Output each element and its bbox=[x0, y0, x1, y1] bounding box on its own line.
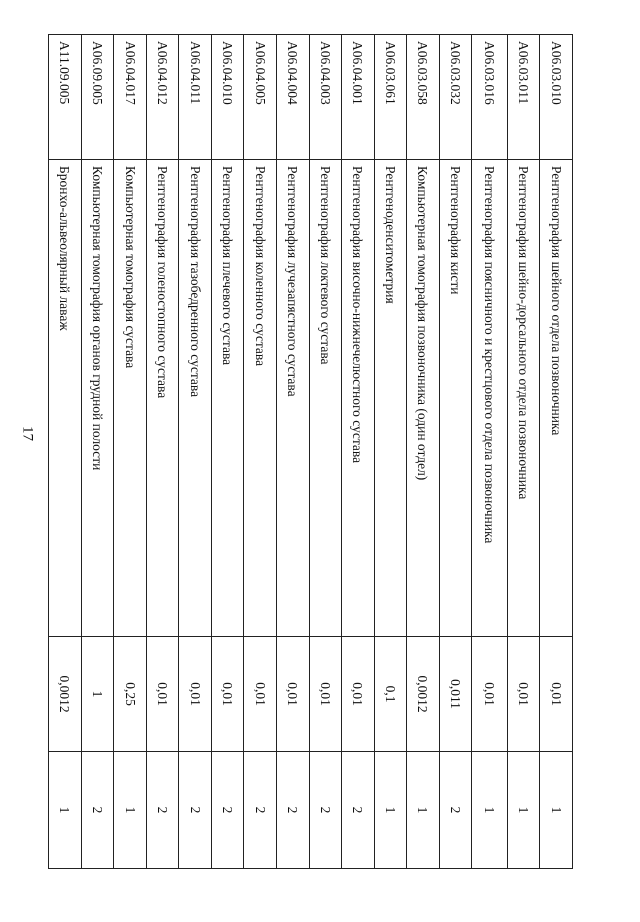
multiplicity-cell: 1 bbox=[374, 752, 407, 869]
frequency-cell: 0,01 bbox=[146, 637, 179, 752]
code-cell: A06.04.001 bbox=[342, 35, 375, 160]
table-row bbox=[540, 35, 573, 869]
name-cell: Рентгенография шейного отдела позвоночника bbox=[540, 160, 573, 637]
multiplicity-cell: 2 bbox=[211, 752, 244, 869]
rotated-table-wrapper bbox=[48, 34, 573, 816]
multiplicity-cell: 2 bbox=[244, 752, 277, 869]
frequency-cell: 0,01 bbox=[244, 637, 277, 752]
table-row bbox=[439, 35, 472, 869]
name-cell: Рентгенография поясничного и крестцового отдела позвоночника bbox=[472, 160, 508, 637]
name-cell: Рентгенография голеностопного сустава bbox=[146, 160, 179, 637]
multiplicity-cell: 1 bbox=[472, 752, 508, 869]
code-cell: A06.03.032 bbox=[439, 35, 472, 160]
table-row bbox=[211, 35, 244, 869]
code-cell: A06.03.010 bbox=[540, 35, 573, 160]
table-row bbox=[342, 35, 375, 869]
code-cell: A06.04.011 bbox=[179, 35, 212, 160]
table-row bbox=[309, 35, 342, 869]
table-row bbox=[472, 35, 508, 869]
page-number: 17 bbox=[19, 426, 36, 441]
services-table-body bbox=[49, 35, 573, 869]
frequency-cell: 0,01 bbox=[179, 637, 212, 752]
code-cell: A11.09.005 bbox=[49, 35, 82, 160]
name-cell: Рентгенография плечевого сустава bbox=[211, 160, 244, 637]
multiplicity-cell: 2 bbox=[179, 752, 212, 869]
multiplicity-cell: 2 bbox=[277, 752, 310, 869]
multiplicity-cell: 1 bbox=[507, 752, 540, 869]
table-row bbox=[244, 35, 277, 869]
multiplicity-cell: 2 bbox=[342, 752, 375, 869]
table-row bbox=[146, 35, 179, 869]
frequency-cell: 0,01 bbox=[342, 637, 375, 752]
table-row bbox=[49, 35, 82, 869]
name-cell: Рентгенография кисти bbox=[439, 160, 472, 637]
frequency-cell: 0,01 bbox=[540, 637, 573, 752]
table-row bbox=[179, 35, 212, 869]
name-cell: Рентгенография коленного сустава bbox=[244, 160, 277, 637]
name-cell: Рентгенография височно-нижнечелюстного сустава bbox=[342, 160, 375, 637]
code-cell: A06.03.058 bbox=[407, 35, 440, 160]
services-table bbox=[48, 34, 573, 869]
name-cell: Рентгенография лучезапястного сустава bbox=[277, 160, 310, 637]
multiplicity-cell: 1 bbox=[407, 752, 440, 869]
code-cell: A06.04.004 bbox=[277, 35, 310, 160]
frequency-cell: 0,011 bbox=[439, 637, 472, 752]
table-row bbox=[507, 35, 540, 869]
frequency-cell: 0,01 bbox=[472, 637, 508, 752]
frequency-cell: 0,0012 bbox=[49, 637, 82, 752]
code-cell: A06.04.012 bbox=[146, 35, 179, 160]
code-cell: A06.09.005 bbox=[81, 35, 114, 160]
frequency-cell: 0,01 bbox=[309, 637, 342, 752]
name-cell: Рентгенография тазобедренного сустава bbox=[179, 160, 212, 637]
frequency-cell: 1 bbox=[81, 637, 114, 752]
frequency-cell: 0,01 bbox=[277, 637, 310, 752]
multiplicity-cell: 2 bbox=[439, 752, 472, 869]
frequency-cell: 0,25 bbox=[114, 637, 147, 752]
name-cell: Рентгеноденситометрия bbox=[374, 160, 407, 637]
code-cell: A06.03.016 bbox=[472, 35, 508, 160]
frequency-cell: 0,0012 bbox=[407, 637, 440, 752]
name-cell: Компьютерная томография органов грудной полости bbox=[81, 160, 114, 637]
multiplicity-cell: 2 bbox=[309, 752, 342, 869]
code-cell: A06.03.061 bbox=[374, 35, 407, 160]
frequency-cell: 0,01 bbox=[211, 637, 244, 752]
name-cell: Рентгенография локтевого сустава bbox=[309, 160, 342, 637]
table-row bbox=[277, 35, 310, 869]
code-cell: A06.03.011 bbox=[507, 35, 540, 160]
code-cell: A06.04.017 bbox=[114, 35, 147, 160]
table-row bbox=[407, 35, 440, 869]
multiplicity-cell: 2 bbox=[81, 752, 114, 869]
name-cell: Компьютерная томография сустава bbox=[114, 160, 147, 637]
frequency-cell: 0,01 bbox=[507, 637, 540, 752]
name-cell: Бронхо-альвеолярный лаваж bbox=[49, 160, 82, 637]
frequency-cell: 0,1 bbox=[374, 637, 407, 752]
name-cell: Компьютерная томография позвоночника (один отдел) bbox=[407, 160, 440, 637]
multiplicity-cell: 1 bbox=[540, 752, 573, 869]
code-cell: A06.04.010 bbox=[211, 35, 244, 160]
multiplicity-cell: 1 bbox=[49, 752, 82, 869]
code-cell: A06.04.003 bbox=[309, 35, 342, 160]
name-cell: Рентгенография шейно-дорсального отдела позвоночника bbox=[507, 160, 540, 637]
multiplicity-cell: 1 bbox=[114, 752, 147, 869]
table-row bbox=[114, 35, 147, 869]
code-cell: A06.04.005 bbox=[244, 35, 277, 160]
multiplicity-cell: 2 bbox=[146, 752, 179, 869]
table-row bbox=[81, 35, 114, 869]
table-row bbox=[374, 35, 407, 869]
